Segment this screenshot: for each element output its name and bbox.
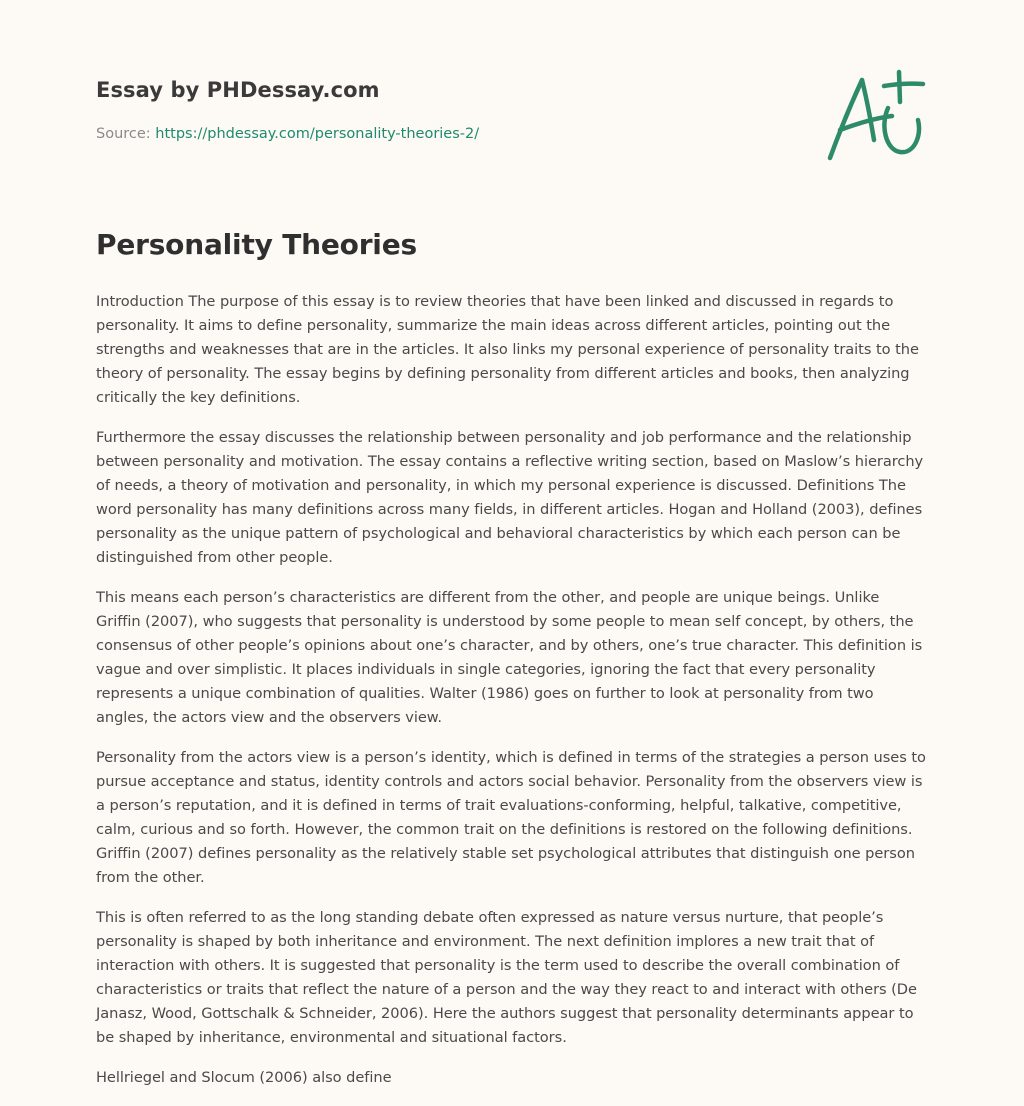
source-link[interactable]: https://phdessay.com/personality-theories-2/ <box>155 126 480 142</box>
article-paragraph: Furthermore the essay discusses the relationship between personality and job performance and the relationship between personality and motivation. The essay contains a reflective writing section, based on Maslow’s hierarchy of needs, a theory of motivation and personality, in which my personal experience is discussed. Definitions The word personality has many definitions across many fields, in different articles. Hogan and Holland (2003), defines personality as the unique pattern of psychological and behavioral characteristics by which each person can be distinguished from other people. <box>96 429 924 566</box>
a-plus-logo-icon <box>820 66 928 166</box>
article-paragraph: This is often referred to as the long standing debate often expressed as nature versus nurture, that people’s personality is shaped by both inheritance and environment. The next definition implores a new trait that of interaction with others. It is suggested that personality is the term used to describe the overall combination of characteristics or traits that reflect the nature of a person and the way they react to and interact with others (De Janasz, Wood, Gottschalk & Schneider, 2006). Here the authors suggest that personality determinants appear to be shaped by inheritance, environmental and situational factors. <box>96 909 917 1046</box>
article-paragraph: This means each person’s characteristics are different from the other, and people are unique beings. Unlike Griffin (2007), who suggests that personality is understood by some people to mean self concept, by others, the consensus of other people’s opinions about one’s character, and by others, one’s true character. This definition is vague and over simplistic. It places individuals in single categories, ignoring the fact that every personality represents a unique combination of qualities. Walter (1986) goes on further to look at personality from two angles, the actors view and the observers view. <box>96 589 923 726</box>
source-label: Source: <box>96 126 151 142</box>
article <box>96 226 928 1106</box>
source-line <box>96 124 796 144</box>
article-paragraph: Introduction The purpose of this essay is to review theories that have been linked and discussed in regards to personality. It aims to define personality, summarize the main ideas across different articles, pointing out the strengths and weaknesses that are in the articles. It also links my personal experience of personality traits to the theory of personality. The essay begins by defining personality from different articles and books, then analyzing critically the key definitions. <box>96 293 919 406</box>
article-paragraph: Personality from the actors view is a person’s identity, which is defined in terms of the strategies a person uses to pursue acceptance and status, identity controls and actors social behavior. Personality from the observers view is a person’s reputation, and it is defined in terms of trait evaluations-conforming, helpful, talkative, competitive, calm, curious and so forth. However, the common trait on the definitions is restored on the following definitions. Griffin (2007) defines personality as the relatively stable set psychological attributes that distinguish one person from the other. <box>96 749 926 886</box>
article-title: Personality Theories <box>96 228 417 261</box>
site-title: Essay by PHDessay.com <box>96 78 380 102</box>
article-paragraph: Hellriegel and Slocum (2006) also define <box>96 1069 392 1086</box>
page-header <box>96 76 796 144</box>
